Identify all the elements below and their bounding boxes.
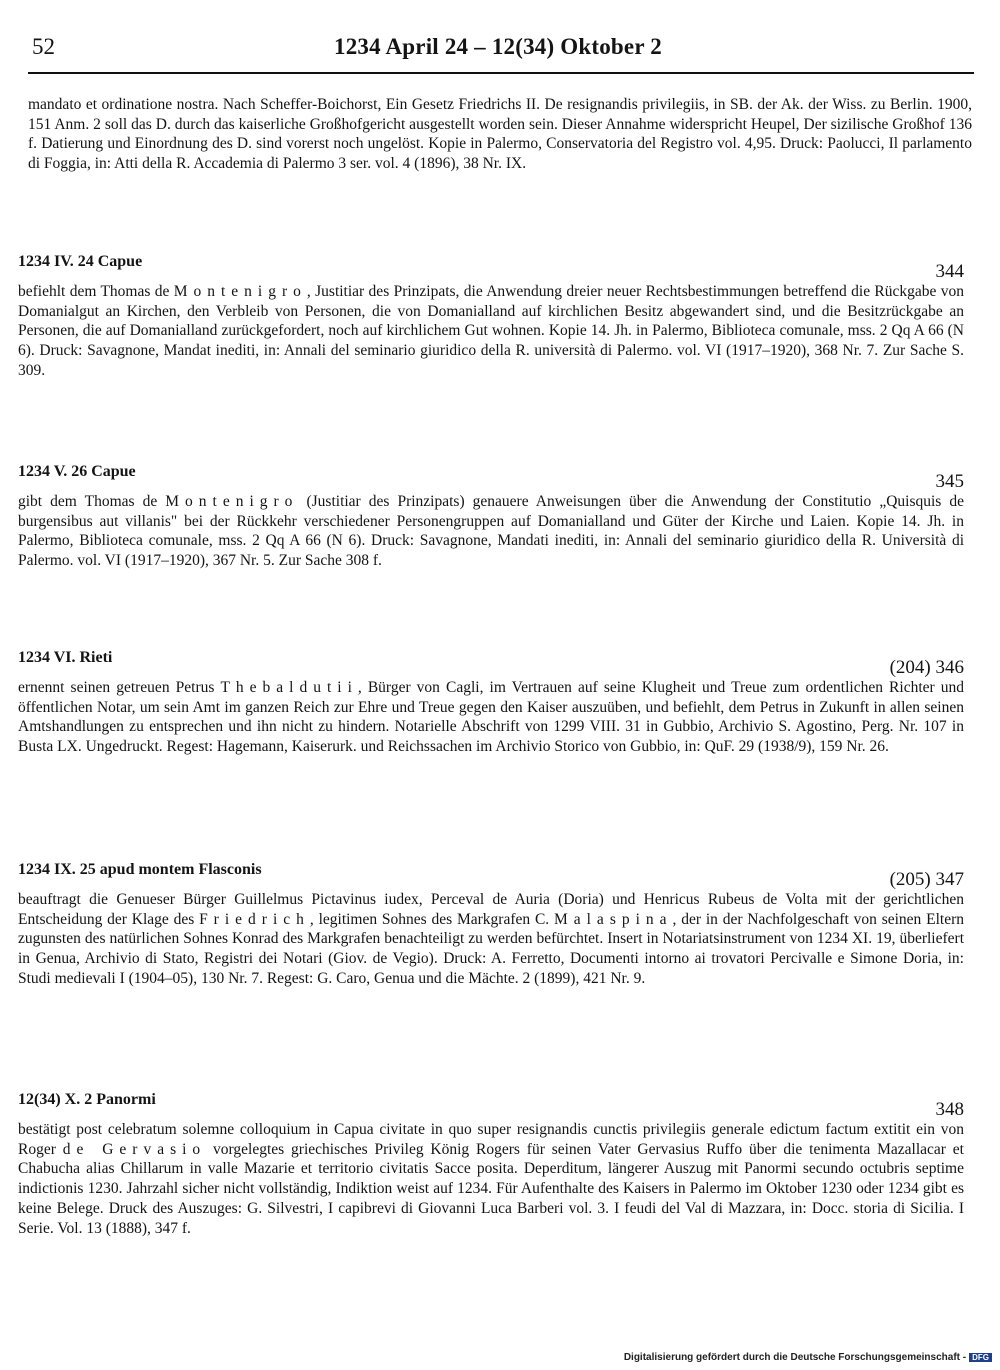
entry-number: 345 (935, 471, 964, 492)
spaced-name: Montenigro (165, 493, 299, 510)
page-header (28, 32, 974, 76)
spaced-name: Friedrich (199, 910, 310, 928)
entry-date: 1234 VI. Rieti (18, 649, 113, 666)
regest-entry-346 (18, 648, 964, 757)
spaced-name: de Gervasio (62, 1140, 207, 1158)
footer-text: Digitalisierung gefördert durch die Deutsche Forschungsgemeinschaft - (623, 1352, 967, 1363)
entry-date: 1234 IX. 25 apud montem Flasconis (18, 861, 262, 878)
regest-entry-348 (18, 1090, 964, 1238)
spaced-name: Malaspina (553, 910, 673, 928)
regest-entry-347 (18, 860, 964, 989)
spaced-name: Montenigro (173, 283, 307, 300)
spaced-name: Thebaldutii (220, 679, 358, 696)
entry-date: 1234 IV. 24 Capue (18, 253, 143, 270)
running-title: 1234 April 24 – 12(34) Oktober 2 (334, 34, 662, 59)
dfg-footer (624, 1352, 992, 1363)
entry-date: 12(34) X. 2 Panormi (18, 1091, 156, 1108)
entry-number: (204) 346 (889, 657, 964, 678)
entry-text: gibt dem Thomas de Montenigro (Justitiar des Prinzipats) genauere Anweisungen über die Anwendung der Constitutio „Quisquis de burgensibus aut villanis" bei der Rückkehr verschiedener Personengruppen auf Domanialland und Güter der Kirche und Laien. Kopie 14. Jh. in Palermo, Biblioteca comunale, mss. 2 Qq A 66 (N 6). Druck: Savagnone, Mandati inediti, in: Annali del seminario giuridico della R. Università di Palermo. vol. VI (1917–1920), 367 Nr. 5. Zur Sache 308 f. (18, 493, 964, 570)
entry-text: befiehlt dem Thomas de Montenigro, Justitiar des Prinzipats, die Anwendung dreier neuer Rechtsbestimmungen betreffend die Rückgabe von Domanialgut an Kirchen, den Verbleib von Personen, die von Domanialland auf kirchlichen Besitz abgewandert sind, und die Besitzrückgabe an Personen, die auf Domanialland zurückgefordert, noch auf kirchlichem Gut wohnen. Kopie 14. Jh. in Palermo, Biblioteca comunale, mss. 2 Qq A 66 (N 6). Druck: Savagnone, Mandat inediti, in: Annali del seminario giuridico della R. università di Palermo. vol. VI (1917–1920), 368 Nr. 7. Zur Sache S. 309. (18, 283, 964, 379)
entry-text: beauftragt die Genueser Bürger Guillelmus Pictavinus iudex, Perceval de Auria (Doria) und Henricus Rubeus de Volta mit der gerichtlichen Entscheidung der Klage des Friedrich, legitimen Sohnes des Markgrafen C. Malaspina, der in der Nachfolgeschaft von seinen Eltern zugunsten des natürlichen Sohnes Konrad des Markgrafen benachteiligt zu werden befürchtet. Insert in Notariatsinstrument von 1234 XI. 19, überliefert in Genua, Archivio di Stato, Registri dei Notari (Giov. de Vegio). Druck: A. Ferretto, Documenti intorno ai trovatori Percivalle e Simone Doria, in: Studi medievali I (1904–05), 130 Nr. 7. Regest: G. Caro, Genua und die Mächte. 2 (1899), 421 Nr. 9. (18, 891, 964, 987)
dfg-logo: DFG (969, 1353, 992, 1362)
entry-text: bestätigt post celebratum solemne colloquium in Capua civitate in quo super resignandis cunctis privilegiis generale edictum factum extitit ein von Roger de Gervasio vorgelegtes griechisches Privileg König Rogers für seinen Vater Gervasius Ruffo über die tenimenta Mazallacar et Chabucha alias Chillarum in valle Mazarie et territorio civitatis Sacce posita. Deperditum, längerer Auszug mit Panormi secundo octubris septime indictionis 1230. Jahrzahl sicher nicht vollständig, Indiktion weist auf 1234. Für Aufenthalte des Kaisers in Palermo im Oktober 1230 oder 1234 gibt es keine Belege. Druck des Auszuges: G. Silvestri, I capibrevi di Giovanni Luca Barberi vol. 3. I feudi del Val di Mazzara, in: Docc. storia di Sicilia. I Serie. Vol. 13 (1888), 347 f. (18, 1121, 964, 1237)
entry-text: ernennt seinen getreuen Petrus Thebaldutii, Bürger von Cagli, im Vertrauen auf seine Klugheit und Treue zum ordentlichen Richter und öffentlichen Notar, um sein Amt im ganzen Reich zur Ehre und Treue gegen den Kaiser auszuüben, und befiehlt, dem Petrus in Zukunft in allen seinen Amtshandlungen zu entsprechen und ihn nicht zu hindern. Notarielle Abschrift von 1299 VIII. 31 in Gubbio, Archivio S. Agostino, Perg. Nr. 107 in Busta LX. Ungedruckt. Regest: Hagemann, Kaiserurk. und Reichssachen im Archivio Storico von Gubbio, in: QuF. 29 (1938/9), 159 Nr. 26. (18, 679, 964, 756)
header-rule (28, 72, 974, 74)
regest-entry-345 (18, 462, 964, 571)
entry-number: (205) 347 (889, 869, 964, 890)
entry-number: 344 (935, 261, 964, 282)
intro-paragraph: mandato et ordinatione nostra. Nach Scheffer-Boichorst, Ein Gesetz Friedrichs II. De resignandis privilegiis, in SB. der Ak. der Wiss. zu Berlin. 1900, 151 Anm. 2 soll das D. durch das kaiserliche Großhofgericht ausgestellt worden sein. Dieser Annahme widerspricht Heupel, Der sizilische Großhof 136 f. Datierung und Einordnung des D. sind vorerst noch ungelöst. Kopie in Palermo, Conservatoria del Registro vol. 4,95. Druck: Paolucci, Il parlamento di Foggia, in: Atti della R. Accademia di Palermo 3 ser. vol. 4 (1896), 38 Nr. IX. (28, 96, 972, 172)
entry-date: 1234 V. 26 Capue (18, 463, 136, 480)
page-number: 52 (32, 34, 55, 59)
entry-number: 348 (935, 1099, 964, 1120)
regest-entry-344 (18, 252, 964, 381)
